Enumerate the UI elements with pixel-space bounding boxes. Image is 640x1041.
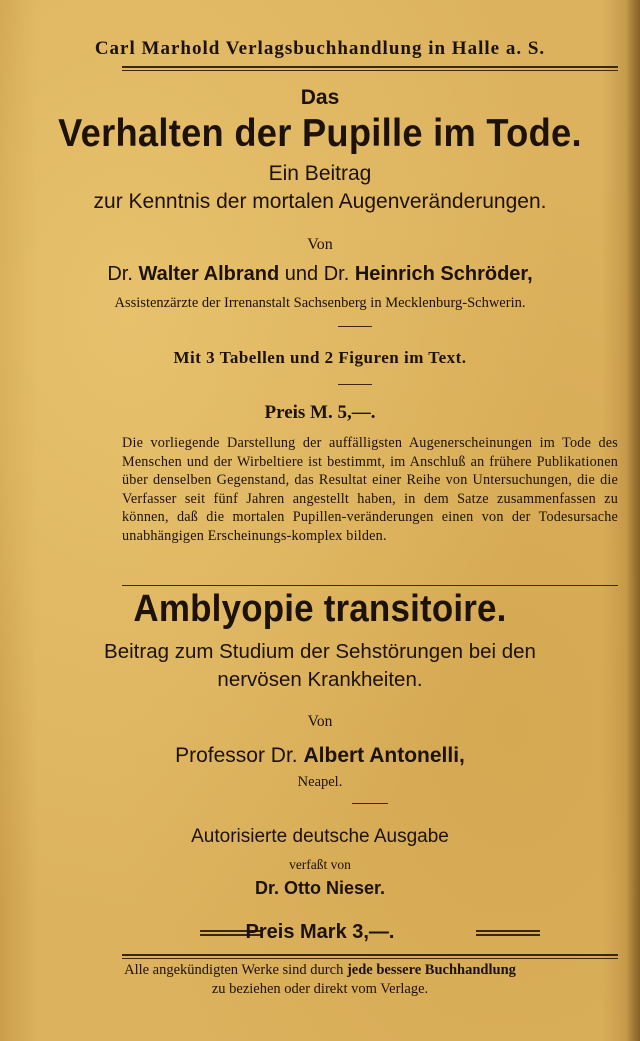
publisher-line: Carl Marhold Verlagsbuchhandlung in Halle a. S. xyxy=(94,38,546,59)
footer-rule-thin xyxy=(122,958,618,959)
section-rule xyxy=(122,585,618,586)
book2-title: Amblyopie transitoire. xyxy=(133,588,507,630)
book1-author2: Heinrich Schröder, xyxy=(354,263,533,285)
book2-subtitle-line1: Beitrag zum Studium der Sehstörungen bei den xyxy=(104,640,536,663)
footer-line1-text: Alle angekündigten Werke sind durch xyxy=(124,962,347,978)
footer-line1 xyxy=(0,962,640,979)
price-rule-right-bottom xyxy=(476,934,540,936)
book1-divider-2 xyxy=(338,384,372,385)
book2-author-prefix: Professor Dr. xyxy=(175,744,298,767)
book1-author-prefix: Dr. xyxy=(107,263,133,285)
book2-price: Preis Mark 3,—. xyxy=(245,921,395,943)
book2-location: Neapel. xyxy=(297,774,343,790)
book2-subtitle-line2: nervösen Krankheiten. xyxy=(217,668,423,691)
book1-article: Das xyxy=(300,86,340,109)
book2-divider xyxy=(352,803,388,804)
header-rule-thin xyxy=(122,70,618,71)
book1-affiliation: Assistenzärzte der Irrenanstalt Sachsenberg in Mecklenburg-Schwerin. xyxy=(114,295,526,311)
book2-by: Von xyxy=(307,713,333,730)
book2-author xyxy=(0,744,640,768)
book2-translator: Dr. Otto Nieser. xyxy=(254,878,386,898)
book1-title: Verhalten der Pupille im Tode. xyxy=(58,112,582,155)
book1-authors xyxy=(0,263,640,286)
book2-translated-by: verfaßt von xyxy=(289,857,351,872)
book1-extras: Mit 3 Tabellen und 2 Figuren im Text. xyxy=(173,348,467,367)
price-rule-right-top xyxy=(476,930,540,932)
header-rule xyxy=(122,66,618,68)
book1-divider xyxy=(338,326,372,327)
book1-author-joiner: und Dr. xyxy=(284,263,350,285)
book1-subtitle-line1: Ein Beitrag xyxy=(268,162,372,185)
book2-author-name: Albert Antonelli, xyxy=(303,744,465,767)
book1-subtitle-line2: zur Kenntnis der mortalen Augenveränderungen. xyxy=(93,190,547,213)
book2-edition: Autorisierte deutsche Ausgabe xyxy=(191,826,449,847)
book1-description-text: Die vorliegende Darstellung der auffälligsten Augenerscheinungen im Tode des Menschen und der Wirbeltiere ist bestimmt, im Anschluß an frühere Publikationen über denselben Gegenstand, das Resultat einer Reihe von Untersuchungen, die die Verfasser seit fünf Jahren angestellt haben, in dem Satze zusammenfassen zu können, daß die mortalen Pupillen-veränderungen einen von der Todesursache unabhängigen Erscheinungs-komplex bilden. xyxy=(122,435,618,544)
footer-line2: zu beziehen oder direkt vom Verlage. xyxy=(211,981,429,997)
book1-description xyxy=(122,434,618,546)
book1-price: Preis M. 5,—. xyxy=(264,402,376,423)
book1-by: Von xyxy=(307,236,333,253)
book1-author1: Walter Albrand xyxy=(138,263,280,285)
footer-rule xyxy=(122,954,618,956)
footer-line1-emphasis: jede bessere Buchhandlung xyxy=(346,962,516,978)
